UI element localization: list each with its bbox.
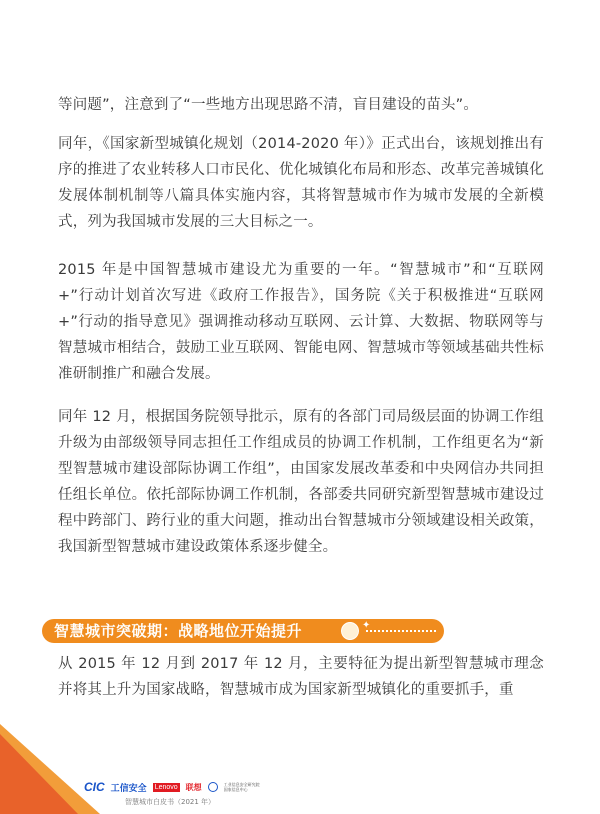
footer-logos xyxy=(84,780,262,794)
paragraph-3: 2015 年是中国智慧城市建设尤为重要的一年。“智慧城市”和“互联网 +”行动计划首次写进《政府工作报告》，国务院《关于积极推进“互联网 +”行动的指导意见》强调推动移动互联网、云计算、大数据、物联网等与智慧城市相结合，鼓励工业互联网、智能电网、智慧城市等领域基础共性标准研制推广和融合发展。 xyxy=(58,262,544,382)
footer-caption: 智慧城市白皮书（2021 年） xyxy=(125,798,216,806)
paragraph-1: 等问题”，注意到了“一些地方出现思路不清，盲目建设的苗头”。 xyxy=(58,97,479,113)
institute-logo-text: 工业信息安全研究院 国家信息中心 xyxy=(223,782,260,792)
paragraph-5: 从 2015 年 12 月到 2017 年 12 月，主要特征为提出新型智慧城市理念并将其上升为国家战略，智慧城市成为国家新型城镇化的重要抓手，重 xyxy=(58,656,544,698)
paragraph-4: 同年 12 月，根据国务院领导批示，原有的各部门司局级层面的协调工作组升级为由部级领导同志担任工作组成员的协调工作机制，工作组更名为“新型智慧城市建设部际协调工作组”，由国家发展改革委和中央网信办共同担任组长单位。依托部际协调工作机制，各部委共同研究新型智慧城市建设过程中跨部门、跨行业的重大问题，推动出台智慧城市分领域建设相关政策，我国新型智慧城市建设政策体系逐步健全。 xyxy=(58,409,544,555)
paragraph-2: 同年，《国家新型城镇化规划（2014-2020 年）》正式出台，该规划推出有序的推进了农业转移人口市民化、优化城镇化布局和形态、改革完善城镇化发展体制机制等八篇具体实施内容，其将智慧城市作为城市发展的全新模式，列为我国城市发展的三大目标之一。 xyxy=(58,136,544,230)
section-title: 智慧城市突破期：战略地位开始提升 xyxy=(54,622,303,640)
lenovo-logo-text: 联想 xyxy=(185,782,202,792)
corner-decoration xyxy=(0,724,100,814)
spark-icon: ✦ xyxy=(362,620,371,631)
cic-logo-text: 工信安全 xyxy=(110,783,147,794)
page-number: 5 xyxy=(55,758,63,772)
banner-dotted-line xyxy=(366,630,436,634)
institute-logo-icon xyxy=(208,782,218,792)
lenovo-logo: Lenovo xyxy=(154,783,178,791)
cic-logo: CIC xyxy=(84,780,105,794)
lightbulb-icon xyxy=(341,622,359,640)
